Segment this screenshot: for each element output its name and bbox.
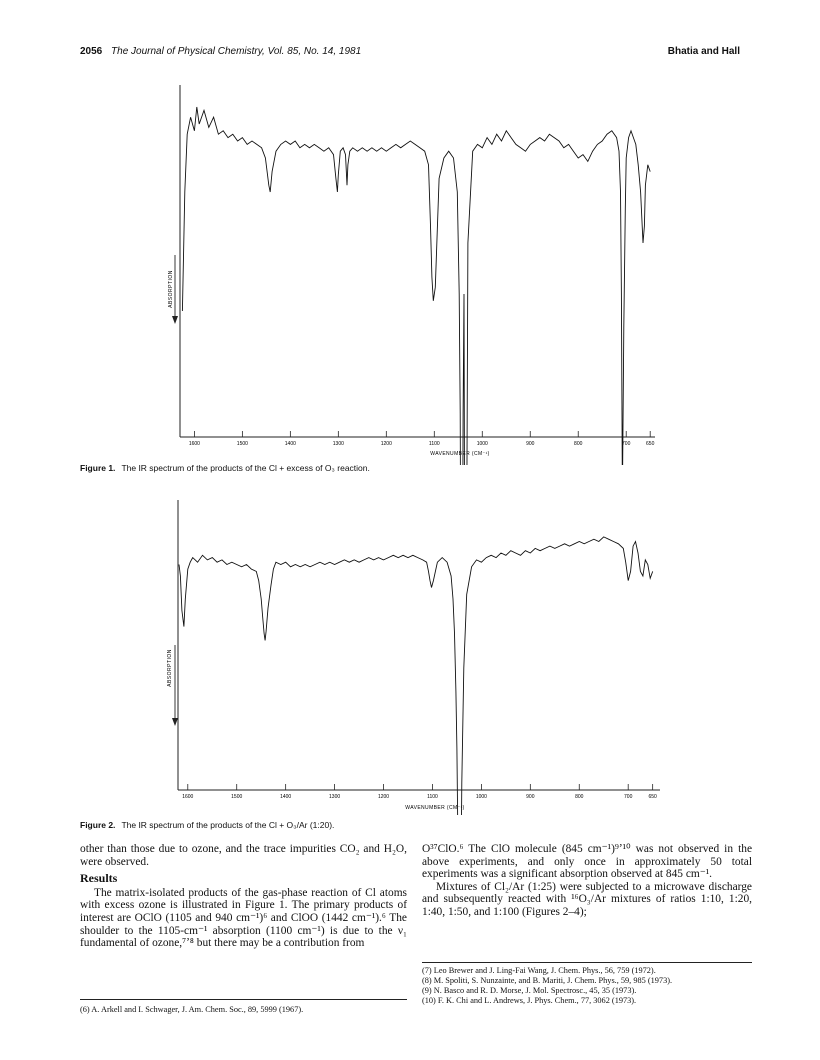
x-tick-label: 1000 bbox=[475, 794, 487, 800]
figure-2-caption: Figure 2. The IR spectrum of the products of the Cl + O₃/Ar (1:20). bbox=[80, 820, 335, 830]
footnotes-left bbox=[80, 1005, 407, 1015]
paragraph: Mixtures of Cl₂/Ar (1:25) were subjected to a microwave discharge and subsequently reacted with ¹⁶O₃/Ar mixtures of ratios 1:10, 1:20, 1:40, 1:50, and 1:100 (Figures 2–4); bbox=[422, 880, 752, 918]
footnote: (10) F. K. Chi and L. Andrews, J. Phys. Chem., 77, 3062 (1973). bbox=[422, 996, 637, 1005]
footnote: (7) Leo Brewer and J. Ling-Fai Wang, J. Chem. Phys., 56, 759 (1972). bbox=[422, 966, 656, 975]
right-column bbox=[422, 843, 752, 919]
footnote: (9) N. Basco and R. D. Morse, J. Mol. Spectrosc., 45, 35 (1973). bbox=[422, 986, 637, 995]
section-heading: Results bbox=[80, 871, 118, 886]
paragraph: O³⁷ClO.⁶ The ClO molecule (845 cm⁻¹)⁹ʼ¹⁰ was not observed in the above experiments, and only once in approximately 50 total experiments was a significant absorption observed at 845 cm⁻¹. bbox=[422, 843, 752, 881]
x-tick-label: 1400 bbox=[284, 441, 296, 447]
footnote-rule-right bbox=[422, 962, 752, 963]
x-tick-label: 800 bbox=[574, 441, 583, 447]
y-axis-label: ABSORPTION bbox=[167, 649, 173, 687]
x-tick-label: 1600 bbox=[188, 441, 200, 447]
footnote-rule-left bbox=[80, 999, 407, 1000]
paragraph: The matrix-isolated products of the gas-phase reaction of Cl atoms with excess ozone is illustrated in Figure 1. The primary products of interest are OClO (1105 and 940 cm⁻¹)⁶ and ClOO (1442 cm⁻¹).⁶ The shoulder to the 1105-cm⁻¹ absorption (1100 cm⁻¹) is due to the ν₁ fundamental of ozone,⁷ʼ⁸ but there may be a contribution from bbox=[80, 886, 407, 950]
arrow-head-icon bbox=[172, 316, 178, 324]
x-tick-label: 1300 bbox=[329, 794, 341, 800]
x-tick-label: 1400 bbox=[280, 794, 292, 800]
x-tick-label: 1500 bbox=[236, 441, 248, 447]
figure-1-spectrum bbox=[0, 80, 820, 465]
x-tick-label: 1600 bbox=[182, 794, 194, 800]
running-header bbox=[80, 46, 361, 57]
x-tick-label: 800 bbox=[575, 794, 584, 800]
x-axis-label: WAVENUMBER (CM⁻¹) bbox=[430, 451, 490, 457]
x-tick-label: 650 bbox=[648, 794, 657, 800]
x-tick-label: 1200 bbox=[377, 794, 390, 800]
footnote: (6) A. Arkell and I. Schwager, J. Am. Chem. Soc., 89, 5999 (1967). bbox=[80, 1005, 304, 1014]
x-axis-label: WAVENUMBER (CM⁻¹) bbox=[405, 805, 465, 811]
figure-2-spectrum bbox=[0, 490, 820, 815]
x-ticks bbox=[189, 431, 655, 447]
x-tick-label: 700 bbox=[622, 441, 631, 447]
header-authors: Bhatia and Hall bbox=[667, 46, 740, 57]
x-tick-label: 1500 bbox=[231, 794, 243, 800]
footnote: (8) M. Spoliti, S. Nunzainte, and B. Mariti, J. Chem. Phys., 59, 985 (1973). bbox=[422, 976, 673, 985]
y-axis-label: ABSORPTION bbox=[168, 270, 174, 308]
x-tick-label: 650 bbox=[646, 441, 655, 447]
x-tick-label: 900 bbox=[526, 441, 535, 447]
x-tick-label: 1100 bbox=[428, 441, 440, 447]
spectrum-trace bbox=[179, 537, 653, 815]
x-tick-label: 1100 bbox=[427, 794, 438, 800]
spectrum-trace bbox=[182, 107, 650, 465]
paragraph: other than those due to ozone, and the trace impurities CO₂ and H₂O, were observed. bbox=[80, 843, 407, 868]
x-tick-label: 1200 bbox=[380, 441, 392, 447]
left-column bbox=[80, 843, 407, 950]
arrow-head-icon bbox=[172, 718, 178, 726]
figure-1-caption: Figure 1. The IR spectrum of the products of the Cl + excess of O₃ reaction. bbox=[80, 463, 370, 473]
x-tick-label: 1000 bbox=[476, 441, 488, 447]
page-number: 2056 bbox=[80, 46, 103, 57]
x-tick-label: 900 bbox=[526, 794, 535, 800]
journal-citation: The Journal of Physical Chemistry, Vol. 85, No. 14, 1981 bbox=[111, 46, 362, 57]
footnotes-right bbox=[422, 966, 752, 1006]
x-ticks bbox=[182, 784, 657, 800]
x-tick-label: 700 bbox=[624, 794, 633, 800]
x-tick-label: 1300 bbox=[332, 441, 344, 447]
